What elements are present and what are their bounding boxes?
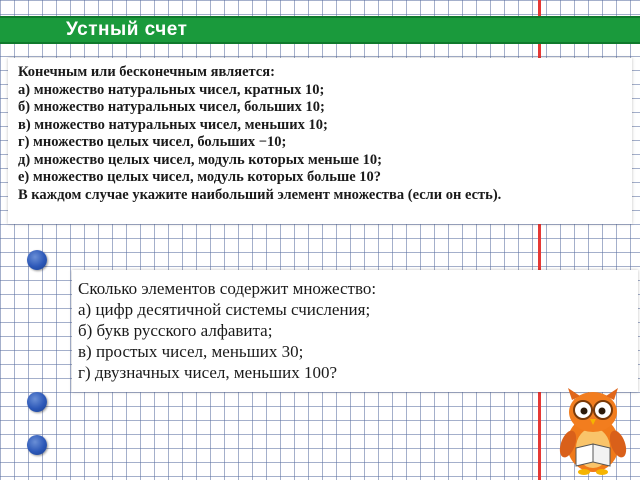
task-line: г) двузначных чисел, меньших 100? <box>78 363 338 382</box>
task-line: в) множество натуральных чисел, меньших 10; <box>18 116 328 133</box>
task-line: д) множество целых чисел, модуль которых меньше 10; <box>18 151 382 168</box>
task-line: В каждом случае укажите наибольший элемент множества (если он есть). <box>18 186 502 203</box>
notebook-hole-icon <box>27 392 47 412</box>
task-line: Сколько элементов содержит множество: <box>78 279 377 298</box>
task-line: а) цифр десятичной системы счисления; <box>78 300 371 319</box>
title-bar <box>0 16 640 44</box>
owl-reading-book-icon <box>550 386 636 476</box>
task-line: а) множество натуральных чисел, кратных 10; <box>18 81 325 98</box>
task-line: б) букв русского алфавита; <box>78 321 273 340</box>
task-line: б) множество натуральных чисел, больших 10; <box>18 99 325 115</box>
task-text <box>8 58 632 204</box>
task-line: г) множество целых чисел, больших −10; <box>18 134 287 150</box>
task-text <box>72 270 638 383</box>
notebook-hole-icon <box>27 250 47 270</box>
notebook-hole-icon <box>27 435 47 455</box>
task-line: Конечным или бесконечным является: <box>18 64 275 80</box>
task-card-count-elements <box>72 270 638 392</box>
task-card-finite-sets <box>8 58 632 224</box>
slide-title: Устный счет <box>66 19 188 40</box>
task-line: в) простых чисел, меньших 30; <box>78 342 304 361</box>
task-line: е) множество целых чисел, модуль которых больше 10? <box>18 169 382 185</box>
